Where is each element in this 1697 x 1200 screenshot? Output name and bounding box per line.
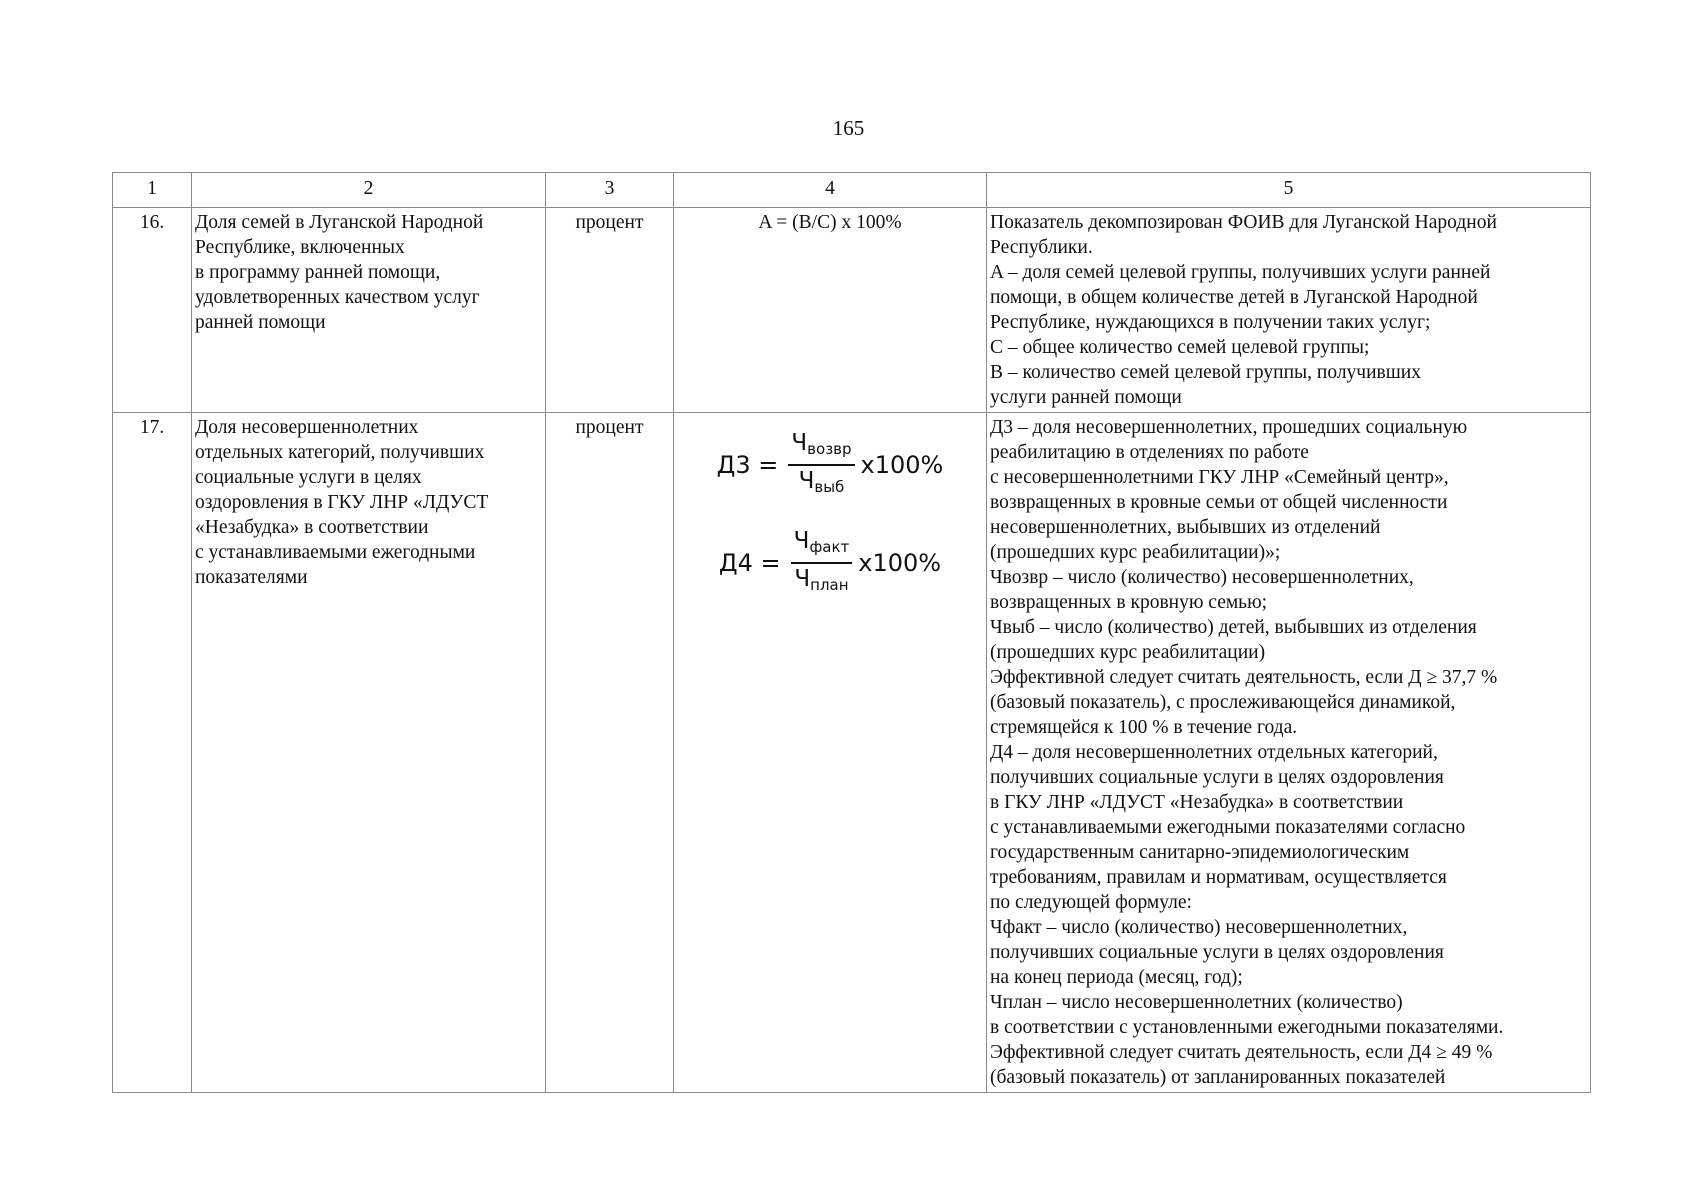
- text-line: (прошедших курс реабилитации): [990, 642, 1266, 663]
- text-line: услуги ранней помощи: [990, 387, 1182, 408]
- header-col-5: 5: [987, 173, 1591, 208]
- text-line: в ГКУ ЛНР «ЛДУСТ «Незабудка» в соответствии: [990, 792, 1404, 813]
- formula-d3: [677, 417, 983, 513]
- text-line: Республике, включенных: [195, 237, 405, 258]
- text-line: реабилитацию в отделениях по работе: [990, 442, 1309, 463]
- text-line: Чвозвр – число (количество) несовершеннолетних,: [990, 567, 1414, 588]
- text-line: C – общее количество семей целевой группы;: [990, 337, 1370, 358]
- fraction-numerator: [788, 428, 854, 464]
- text-line: Доля несовершеннолетних: [195, 417, 419, 438]
- denominator-subscript: план: [810, 575, 849, 594]
- row-number: 16.: [113, 208, 192, 413]
- formula-d4: [677, 515, 983, 611]
- unit-of-measure: процент: [546, 413, 674, 1093]
- indicator-description: [987, 208, 1591, 413]
- fraction-denominator: [796, 466, 848, 502]
- numerator-base: Ч: [791, 430, 808, 457]
- indicator-description: [987, 413, 1591, 1093]
- header-col-2: 2: [192, 173, 546, 208]
- text-line: на конец периода (месяц, год);: [990, 967, 1243, 988]
- text-line: Эффективной следует считать деятельность, если Д4 ≥ 49 %: [990, 1042, 1493, 1063]
- indicator-name: [192, 413, 546, 1093]
- numerator-base: Ч: [793, 528, 810, 555]
- text-line: показателями: [195, 567, 308, 588]
- text-line: возвращенных в кровную семью;: [990, 592, 1268, 613]
- text-line: требованиям, правилам и нормативам, осуществляется: [990, 867, 1447, 888]
- text-line: помощи, в общем количестве детей в Луганской Народной: [990, 287, 1478, 308]
- text-line: отдельных категорий, получивших: [195, 442, 485, 463]
- text-line: с устанавливаемыми ежегодными показателями согласно: [990, 817, 1466, 838]
- text-line: получивших социальные услуги в целях оздоровления: [990, 767, 1444, 788]
- text-line: Показатель декомпозирован ФОИВ для Луганской Народной: [990, 212, 1497, 233]
- denominator-base: Ч: [798, 467, 815, 494]
- denominator-base: Ч: [794, 565, 811, 592]
- indicator-name: [192, 208, 546, 413]
- formula-fraction: [791, 526, 853, 600]
- text-line: стремящейся к 100 % в течение года.: [990, 717, 1298, 738]
- text-line: B – количество семей целевой группы, получивших: [990, 362, 1421, 383]
- formula-fraction: [788, 428, 854, 502]
- text-line: (базовый показатель), с прослеживающейся динамикой,: [990, 692, 1456, 713]
- text-line: социальные услуги в целях: [195, 467, 422, 488]
- denominator-subscript: выб: [814, 477, 845, 496]
- formula-lhs: Д3 =: [716, 450, 779, 479]
- numerator-subscript: факт: [809, 538, 850, 557]
- unit-of-measure: процент: [546, 208, 674, 413]
- header-col-1: 1: [113, 173, 192, 208]
- table-row: [113, 208, 1591, 413]
- text-line: возвращенных в кровные семьи от общей численности: [990, 492, 1448, 513]
- text-line: ранней помощи: [195, 312, 326, 333]
- table-row: [113, 413, 1591, 1093]
- formula-rhs: x100%: [858, 548, 942, 577]
- header-col-4: 4: [674, 173, 987, 208]
- text-line: A – доля семей целевой группы, получивших услуги ранней: [990, 262, 1491, 283]
- formula-lhs: Д4 =: [718, 548, 781, 577]
- numerator-subscript: возвр: [807, 440, 852, 459]
- fraction-denominator: [791, 564, 851, 600]
- text-line: удовлетворенных качеством услуг: [195, 287, 480, 308]
- text-line: в программу ранней помощи,: [195, 262, 441, 283]
- fraction-numerator: [791, 526, 853, 562]
- text-line: Республики.: [990, 237, 1093, 258]
- table-header-row: [113, 173, 1591, 208]
- calculation-formula: A = (B/C) x 100%: [674, 208, 987, 413]
- formula-rhs: x100%: [860, 450, 944, 479]
- text-line: с устанавливаемыми ежегодными: [195, 542, 476, 563]
- text-line: государственным санитарно-эпидемиологическим: [990, 842, 1410, 863]
- indicators-table: [112, 172, 1591, 1093]
- text-line: Доля семей в Луганской Народной: [195, 212, 484, 233]
- text-line: получивших социальные услуги в целях оздоровления: [990, 942, 1444, 963]
- text-line: оздоровления в ГКУ ЛНР «ЛДУСТ: [195, 492, 489, 513]
- text-line: Республике, нуждающихся в получении таких услуг;: [990, 312, 1431, 333]
- page-number: 165: [832, 116, 865, 140]
- text-line: (прошедших курс реабилитации)»;: [990, 542, 1281, 563]
- text-line: Д4 – доля несовершеннолетних отдельных категорий,: [990, 742, 1438, 763]
- text-line: «Незабудка» в соответствии: [195, 517, 429, 538]
- text-line: с несовершеннолетними ГКУ ЛНР «Семейный центр»,: [990, 467, 1449, 488]
- text-line: в соответствии с установленными ежегодными показателями.: [990, 1017, 1504, 1038]
- text-line: Чвыб – число (количество) детей, выбывших из отделения: [990, 617, 1477, 638]
- text-line: Чфакт – число (количество) несовершеннолетних,: [990, 917, 1408, 938]
- text-line: Чплан – число несовершеннолетних (количество): [990, 992, 1403, 1013]
- text-line: (базовый показатель) от запланированных показателей: [990, 1067, 1446, 1088]
- text-line: Эффективной следует считать деятельность, если Д ≥ 37,7 %: [990, 667, 1498, 688]
- text-line: несовершеннолетних, выбывших из отделений: [990, 517, 1381, 538]
- text-line: по следующей формуле:: [990, 892, 1192, 913]
- header-col-3: 3: [546, 173, 674, 208]
- calculation-formulas: [674, 413, 987, 1093]
- row-number: 17.: [113, 413, 192, 1093]
- text-line: Д3 – доля несовершеннолетних, прошедших социальную: [990, 417, 1468, 438]
